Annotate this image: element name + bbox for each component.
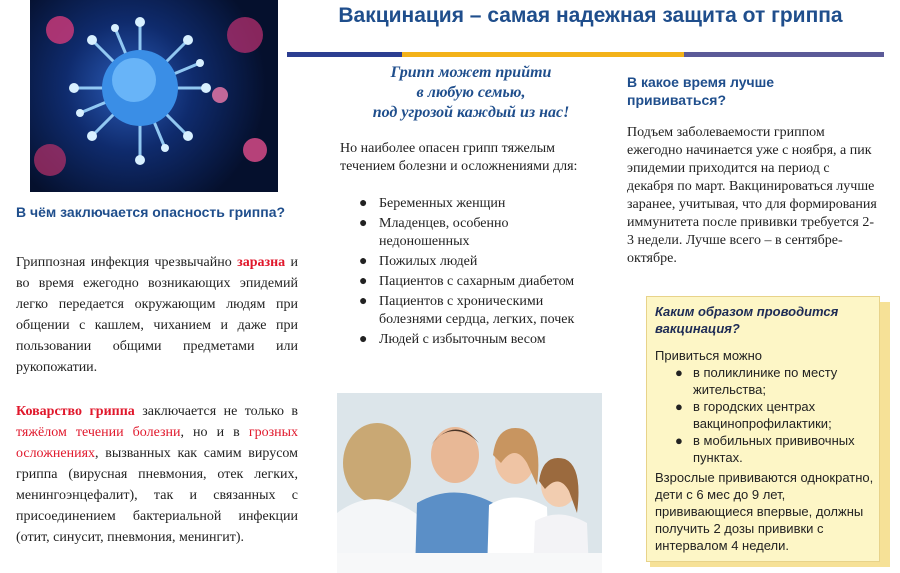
insidiousness-text-b: , но и в — [180, 425, 240, 440]
insidiousness-text-c: , вызванных как самим вирусом гриппа (вирусная пневмония, отек легких, менингоэнцефалит), так и связанных с присоединением бактериальной инфекции (отит, синусит, пневмония, менингит). — [16, 446, 298, 545]
list-item — [671, 398, 876, 432]
vaccination-box-heading: Каким образом проводится вакцинация? — [655, 304, 839, 336]
list-item — [357, 293, 602, 329]
bullet-icon: ● — [359, 196, 368, 211]
bullet-icon: ● — [675, 399, 683, 414]
slogan-quote — [336, 63, 606, 123]
list-item — [357, 215, 602, 251]
risk-group-label: Людей с избыточным весом — [379, 332, 546, 347]
risk-group-label: Младенцев, особенно недоношенных — [379, 216, 509, 249]
virus-image — [30, 0, 278, 192]
place-label: в городских центрах вакцинопрофилактики; — [693, 399, 832, 431]
danger-paragraph — [16, 252, 298, 378]
family-photo — [337, 393, 602, 573]
complications-highlight: грозных осложнениях — [16, 425, 298, 461]
slogan-line-2: в любую семью, — [416, 84, 526, 101]
timing-paragraph: Подъем заболеваемости гриппом ежегодно начинается уже с ноября, а пик эпидемии приходится на период с декабря по март. Вакцинироваться лучше заранее, учитывая, что для формирования иммунитета после прививки требуется 2-3 недели. Лучше всего – в сентябре-октябре. — [627, 125, 877, 266]
header-band-gold — [402, 52, 684, 57]
contagious-highlight: заразна — [237, 255, 286, 270]
danger-text-a: Гриппозная инфекция чрезвычайно — [16, 255, 232, 270]
vaccination-box-note: Взрослые прививаются однократно, дети с 6 мес до 9 лет, прививающиеся впервые, должны получить 2 дозы прививки с интервалом 4 недели. — [655, 470, 874, 553]
danger-text-b: и во время ежегодно возникающих эпидемий легко передается окружающим людям при общении с кашлем, чиханием и даже при пользовании общими предметами или рукопожатии. — [16, 255, 298, 375]
bullet-icon: ● — [675, 365, 683, 380]
slogan-line-3: под угрозой каждый из нас! — [372, 104, 570, 121]
header-band-blue — [287, 52, 402, 57]
header-band-purple — [684, 52, 884, 57]
list-item — [357, 195, 602, 213]
insidiousness-paragraph — [16, 401, 298, 548]
timing-heading: В какое время лучше прививаться? — [627, 74, 775, 108]
danger-heading: В чём заключается опасность гриппа? — [16, 204, 286, 220]
vaccination-box-intro: Привиться можно — [655, 348, 763, 363]
vaccination-info-box — [646, 296, 880, 562]
risk-group-label: Пациентов с хроническими болезнями сердца, легких, почек — [379, 294, 575, 327]
risk-group-label: Беременных женщин — [379, 196, 506, 211]
bullet-icon: ● — [359, 294, 368, 309]
slogan-line-1: Грипп может прийти — [390, 64, 552, 81]
risk-group-label: Пациентов с сахарным диабетом — [379, 274, 575, 289]
bullet-icon: ● — [359, 274, 368, 289]
list-item — [671, 364, 876, 398]
insidiousness-text-a: заключается не только в — [142, 404, 299, 419]
risk-group-label: Пожилых людей — [379, 254, 478, 269]
bullet-icon: ● — [359, 216, 368, 231]
list-item — [357, 273, 602, 291]
severe-course-highlight: тяжёлом течении болезни — [16, 425, 181, 440]
risk-groups-list — [357, 195, 602, 351]
place-label: в мобильных прививочных пунктах. — [693, 433, 855, 465]
list-item — [357, 253, 602, 271]
bullet-icon: ● — [359, 254, 368, 269]
family-illustration — [337, 393, 602, 573]
page-title: Вакцинация – самая надежная защита от гриппа — [338, 4, 843, 27]
insidiousness-highlight: Коварство гриппа — [16, 404, 135, 419]
virus-illustration — [30, 0, 278, 192]
place-label: в поликлинике по месту жительства; — [693, 365, 838, 397]
risk-intro: Но наиболее опасен грипп тяжелым течением болезни и осложнениями для: — [340, 141, 578, 174]
list-item — [357, 331, 602, 349]
bullet-icon: ● — [359, 332, 368, 347]
list-item — [671, 432, 876, 466]
vaccination-places-list — [671, 364, 876, 466]
bullet-icon: ● — [675, 433, 683, 448]
